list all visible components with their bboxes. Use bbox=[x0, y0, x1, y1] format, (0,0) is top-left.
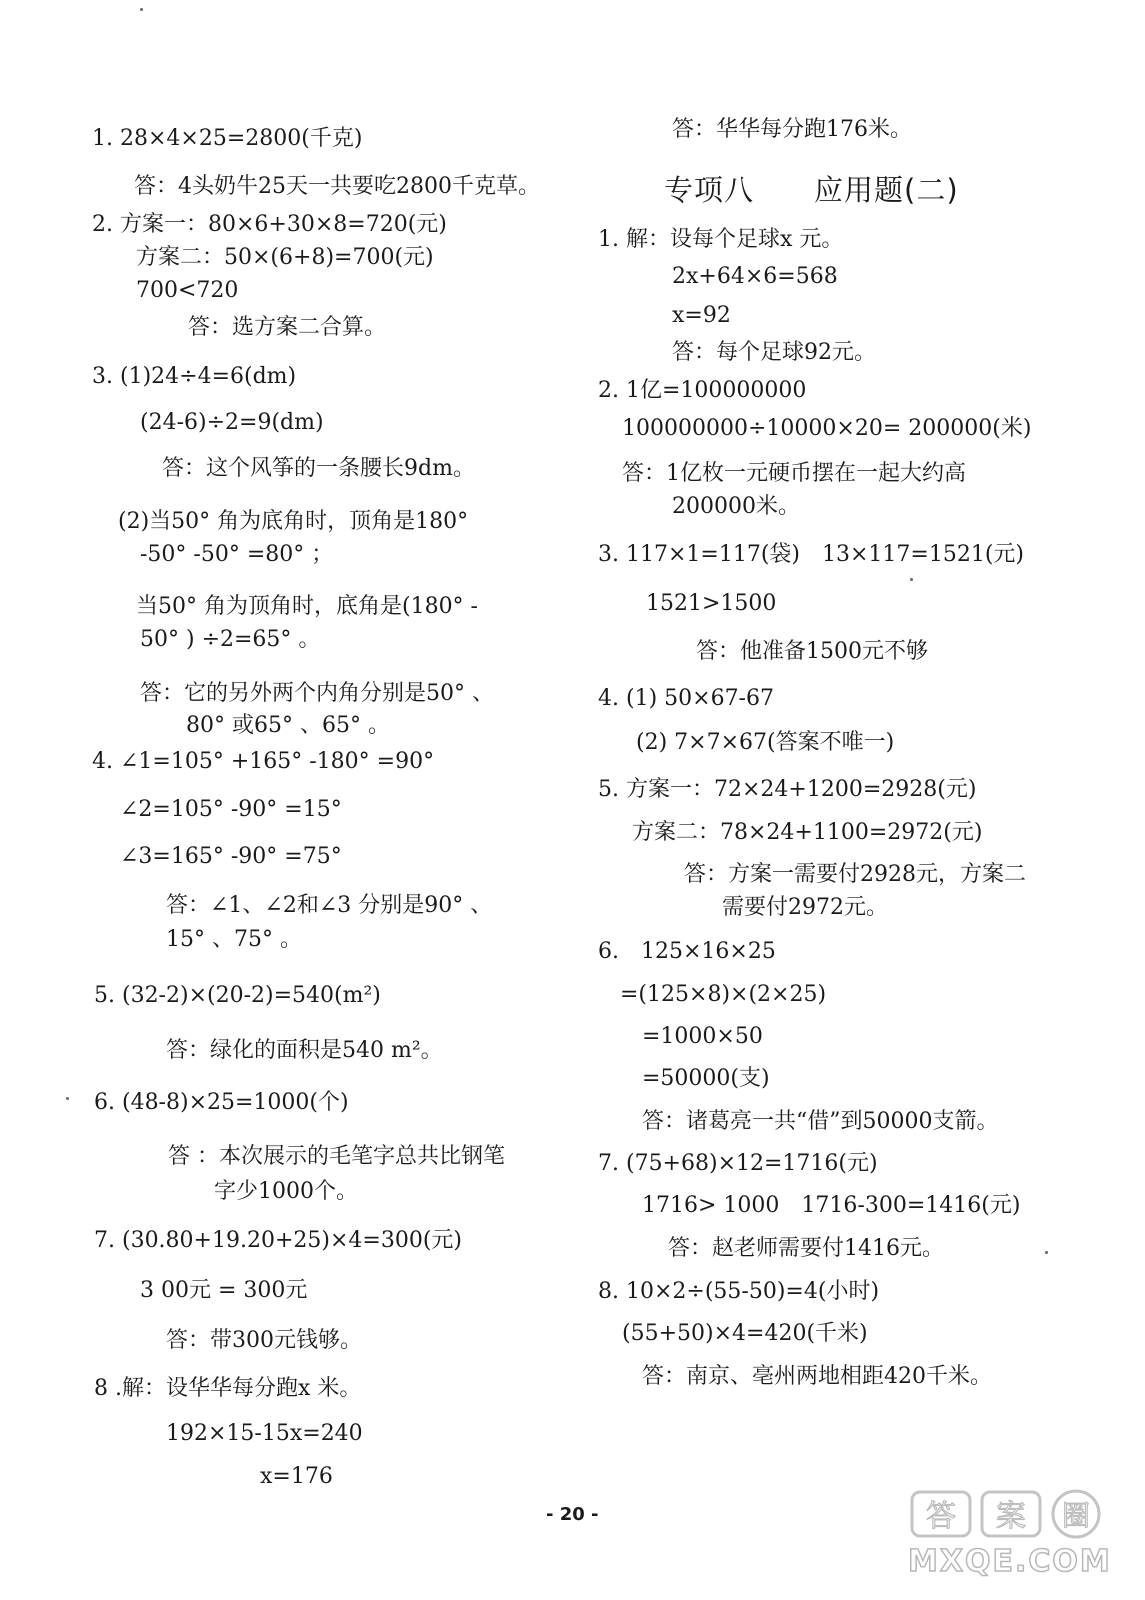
right-line: 答：华华每分跑176米。 bbox=[672, 117, 912, 142]
left-line: 字少1000个。 bbox=[214, 1179, 358, 1204]
left-line: 80° 或65° 、65° 。 bbox=[186, 713, 390, 738]
left-line: 答 ：本次展示的毛笔字总共比钢笔 bbox=[168, 1144, 505, 1169]
left-line: 5. (32-2)×(20-2)=540(m²) bbox=[94, 983, 381, 1008]
right-line: 3. 117×1=117(袋) 13×117=1521(元) bbox=[598, 542, 1025, 567]
right-line: (55+50)×4=420(千米) bbox=[622, 1321, 868, 1346]
right-line: 答：1亿枚一元硬币摆在一起大约高 bbox=[622, 461, 966, 486]
left-line: 50° ) ÷2=65° 。 bbox=[140, 627, 321, 652]
right-line: 1716> 1000 1716-300=1416(元) bbox=[642, 1193, 1021, 1218]
left-line: ∠2=105° -90° =15° bbox=[120, 797, 342, 822]
page-number: - 20 - bbox=[546, 1504, 599, 1525]
left-line: 方案二：50×(6+8)=700(元) bbox=[136, 245, 434, 270]
speck bbox=[66, 1097, 69, 1100]
watermark-logo-icon bbox=[910, 1488, 1120, 1540]
left-line: 答：∠1、∠2和∠3 分别是90° 、 bbox=[166, 893, 493, 918]
left-line: (2)当50° 角为底角时，顶角是180° bbox=[118, 509, 469, 534]
left-line: 答：4头奶牛25天一共要吃2800千克草。 bbox=[134, 174, 540, 199]
speck bbox=[910, 578, 913, 581]
left-line: 192×15-15x=240 bbox=[166, 1421, 363, 1446]
left-line: 答：选方案二合算。 bbox=[188, 315, 387, 340]
right-line: 100000000÷10000×20= 200000(米) bbox=[622, 416, 1032, 441]
left-line: 答：这个风筝的一条腰长9dm。 bbox=[162, 456, 475, 481]
right-line: 5. 方案一：72×24+1200=2928(元) bbox=[598, 777, 977, 802]
right-line: 7. (75+68)×12=1716(元) bbox=[598, 1151, 878, 1176]
right-line: =50000(支) bbox=[642, 1066, 770, 1091]
left-line: 1. 28×4×25=2800(千克) bbox=[92, 126, 363, 151]
left-line: 答：带300元钱够。 bbox=[166, 1328, 362, 1353]
left-line: 6. (48-8)×25=1000(个) bbox=[94, 1090, 349, 1115]
right-line: 答：赵老师需要付1416元。 bbox=[668, 1236, 944, 1261]
right-line: 2x+64×6=568 bbox=[672, 264, 838, 289]
left-line: 2. 方案一：80×6+30×8=720(元) bbox=[92, 212, 447, 237]
section-title: 专项八 应用题(二) bbox=[664, 173, 959, 207]
left-line: 4. ∠1=105° +165° -180° =90° bbox=[92, 749, 435, 774]
right-line: 答：诸葛亮一共“借”到50000支箭。 bbox=[642, 1109, 999, 1134]
svg-text:答: 答 bbox=[926, 1499, 956, 1534]
left-line: 15° 、75° 。 bbox=[166, 927, 302, 952]
left-line: ∠3=165° -90° =75° bbox=[120, 844, 342, 869]
watermark bbox=[900, 1488, 1128, 1592]
right-line: x=92 bbox=[672, 303, 731, 328]
right-line: 2. 1亿=100000000 bbox=[598, 378, 807, 403]
right-line: 8. 10×2÷(55-50)=4(小时) bbox=[598, 1279, 880, 1304]
speck bbox=[140, 8, 143, 11]
right-line: 4. (1) 50×67-67 bbox=[598, 686, 774, 711]
right-line: 1. 解：设每个足球x 元。 bbox=[598, 227, 844, 252]
svg-text:圈: 圈 bbox=[1061, 1499, 1091, 1532]
right-line: 答：他准备1500元不够 bbox=[696, 639, 928, 664]
left-line: 当50° 角为顶角时，底角是(180° - bbox=[136, 594, 478, 619]
right-line: =(125×8)×(2×25) bbox=[620, 982, 827, 1007]
speck bbox=[1045, 1251, 1048, 1254]
left-line: 8 .解：设华华每分跑x 米。 bbox=[94, 1376, 362, 1401]
svg-text:案: 案 bbox=[996, 1499, 1026, 1534]
right-line: =1000×50 bbox=[642, 1024, 763, 1049]
left-line: 3 00元 = 300元 bbox=[140, 1278, 308, 1303]
right-line: 答：南京、亳州两地相距420千米。 bbox=[642, 1364, 992, 1389]
left-line: 3. (1)24÷4=6(dm) bbox=[92, 364, 297, 389]
left-line: x=176 bbox=[260, 1464, 333, 1489]
left-line: 7. (30.80+19.20+25)×4=300(元) bbox=[94, 1228, 462, 1253]
left-line: (24-6)÷2=9(dm) bbox=[140, 410, 324, 435]
right-line: 需要付2972元。 bbox=[722, 895, 888, 920]
watermark-site: MXQE.COM bbox=[908, 1544, 1112, 1579]
right-line: 答：每个足球92元。 bbox=[672, 340, 876, 365]
right-line: 方案二：78×24+1100=2972(元) bbox=[632, 820, 983, 845]
right-line: 答：方案一需要付2928元，方案二 bbox=[684, 862, 1026, 887]
right-line: (2) 7×7×67(答案不唯一) bbox=[636, 730, 895, 755]
right-line: 200000米。 bbox=[672, 494, 800, 519]
left-line: 答：绿化的面积是540 m²。 bbox=[166, 1038, 443, 1063]
left-line: -50° -50° =80° ； bbox=[140, 542, 334, 567]
left-line: 700<720 bbox=[136, 278, 239, 303]
left-line: 答：它的另外两个内角分别是50° 、 bbox=[140, 681, 494, 706]
right-line: 1521>1500 bbox=[646, 591, 777, 616]
right-line: 6. 125×16×25 bbox=[598, 939, 776, 964]
